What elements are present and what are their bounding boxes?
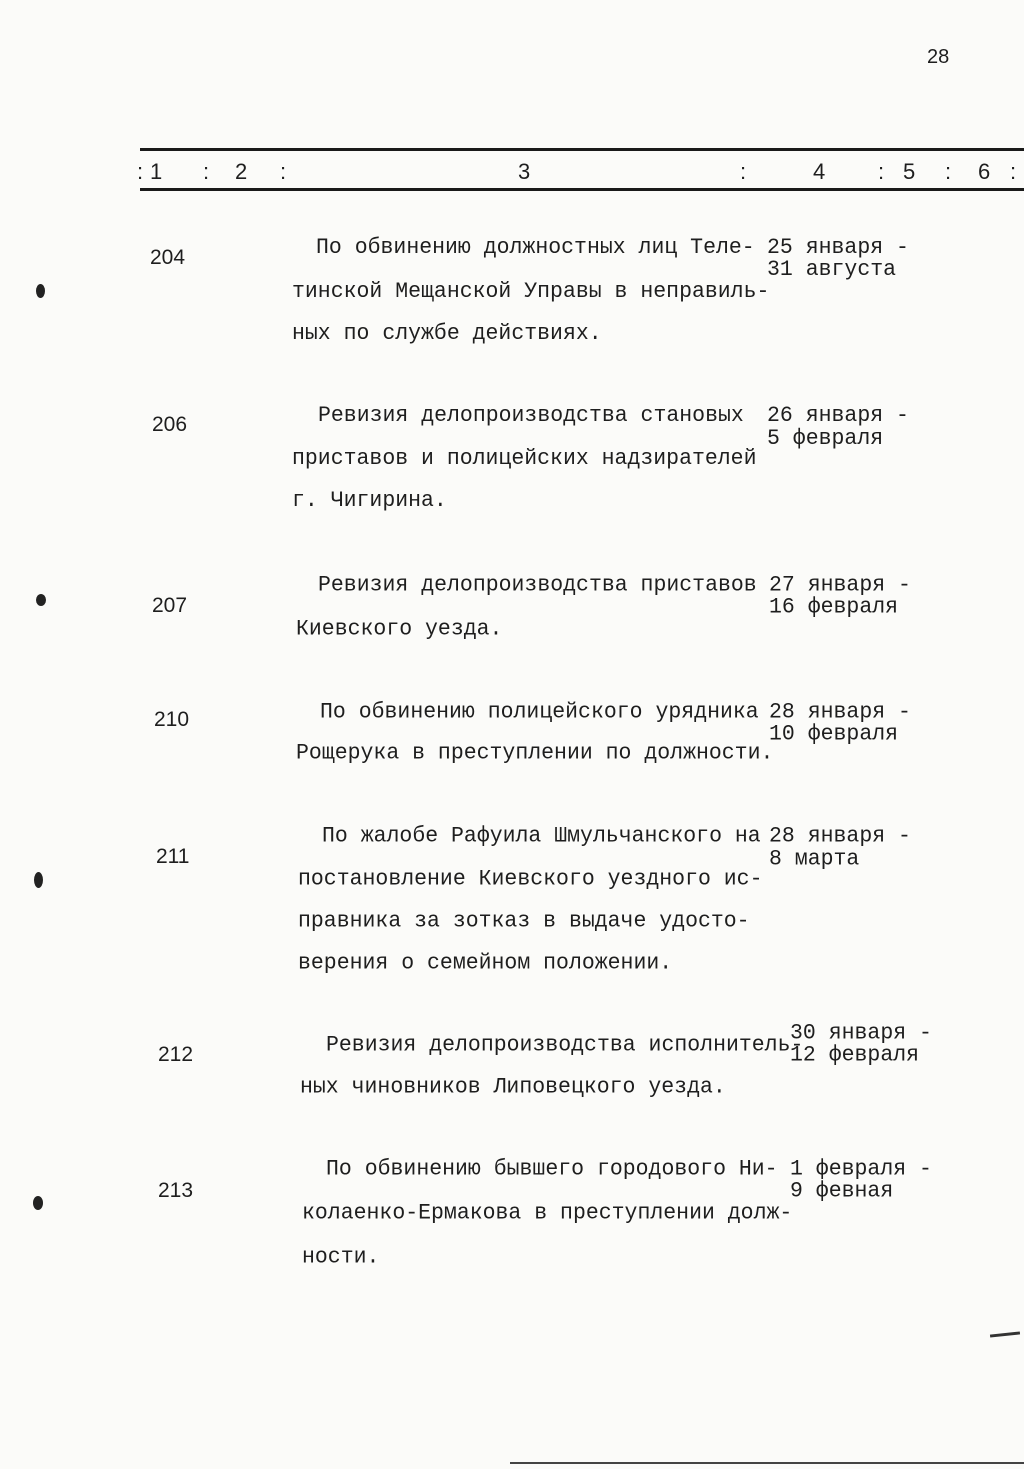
case-description-line: ных по службе действиях. [292,321,602,347]
column-separator: : [203,159,210,184]
punch-mark [36,594,46,606]
case-description-line: правника за зотказ в выдаче удосто- [298,908,750,934]
case-number: 210 [154,708,190,731]
column-number-4: 4 [813,159,826,184]
column-separator: : [945,159,952,184]
case-number: 213 [158,1179,194,1202]
column-separator: : [1010,159,1017,184]
page-edge-line [510,1462,1024,1464]
date-start: 30 января - [790,1020,932,1046]
case-description-line: Ревизия делопроизводства становых [318,403,744,429]
date-end: 8 марта [769,846,860,872]
case-number: 207 [152,594,188,617]
case-description-line: верения о семейном положении. [298,950,673,976]
punch-mark [36,284,45,298]
date-end: 31 августа [767,257,897,283]
date-end: 10 февраля [769,721,899,747]
case-number: 212 [158,1043,194,1066]
case-description-line: Киевского уезда. [296,616,503,642]
case-description-line: ных чиновников Липовецкого уезда. [300,1074,726,1100]
column-number-5: 5 [903,159,916,184]
header-top-rule [140,148,1024,151]
date-end: 5 февраля [767,426,884,452]
punch-mark [33,1196,43,1210]
case-description-line: приставов и полицейских надзирателей [292,446,757,472]
case-description-line: По жалобе Рафуила Шмульчанского на [322,823,761,849]
case-description-line: постановление Киевского уездного ис- [298,866,763,892]
column-number-2: 2 [235,159,248,184]
case-description-line: г. Чигирина. [292,488,447,514]
margin-mark [990,1331,1020,1337]
date-end: 16 февраля [769,594,899,620]
column-separator: : [878,159,885,184]
case-description-line: По обвинению полицейского урядника [320,699,759,725]
date-start: 26 января - [767,403,909,429]
column-separator: : [280,159,287,184]
column-number-6: 6 [978,159,991,184]
case-number: 211 [156,845,190,868]
case-number: 204 [150,246,186,269]
date-end: 9 февная [790,1178,894,1204]
column-separator: : [740,159,747,184]
case-description-line: Ревизия делопроизводства исполнитель- [326,1032,804,1058]
punch-mark [34,872,43,888]
case-description-line: ности. [302,1244,380,1270]
header-bottom-rule [140,188,1024,191]
date-start: 27 января - [769,572,911,598]
case-number: 206 [152,413,188,436]
date-start: 28 января - [769,699,911,725]
date-start: 1 февраля - [790,1156,932,1182]
column-number-3: 3 [518,159,531,184]
date-start: 25 января - [767,235,909,261]
case-description-line: По обвинению бывшего городового Ни- [326,1156,778,1182]
case-description-line: Ревизия делопроизводства приставов [318,572,757,598]
case-description-line: тинской Мещанской Управы в неправиль- [292,279,770,305]
date-end: 12 февраля [790,1042,920,1068]
case-description-line: По обвинению должностных лиц Теле- [316,235,755,261]
page-number: 28 [927,46,950,68]
date-start: 28 января - [769,823,911,849]
column-number-1: 1 [150,159,163,184]
case-description-line: колаенко-Ермакова в преступлении долж- [302,1200,793,1226]
case-description-line: Рощерука в преступлении по должности. [296,740,774,766]
column-separator: : [137,159,144,184]
